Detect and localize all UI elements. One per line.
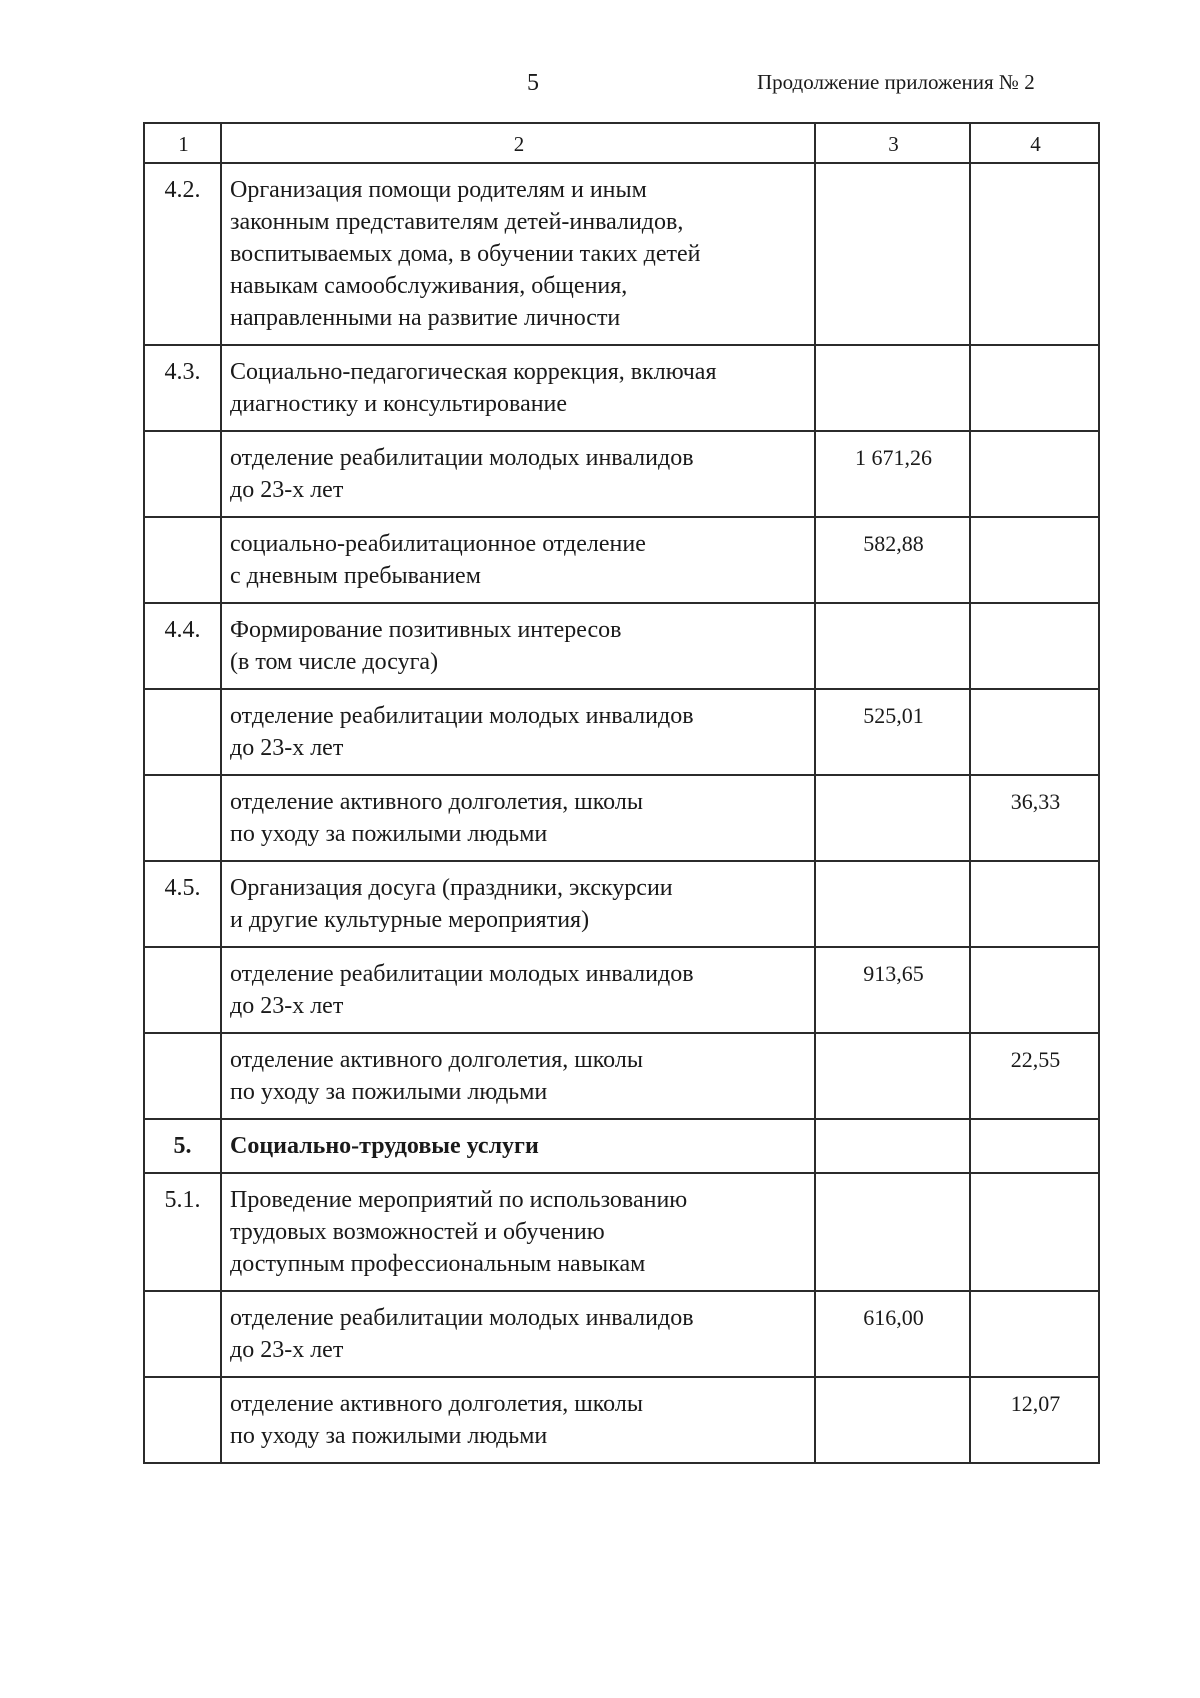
column-4-value (970, 517, 1099, 603)
column-3-value: 1 671,26 (815, 431, 970, 517)
service-name-cell (221, 1119, 815, 1173)
service-name-line: отделение активного долголетия, школы (230, 789, 643, 815)
table-row (144, 1033, 1099, 1119)
column-3-value (815, 1119, 970, 1173)
service-name-line: доступным профессиональным навыкам (230, 1251, 646, 1277)
table-body (144, 163, 1099, 1463)
service-name-line: по уходу за пожилыми людьми (230, 1423, 548, 1449)
column-3-value (815, 345, 970, 431)
table-row (144, 1119, 1099, 1173)
column-3-value (815, 1377, 970, 1463)
column-3-value (815, 775, 970, 861)
service-name-cell (221, 775, 815, 861)
service-name-line: социально-реабилитационное отделение (230, 531, 646, 557)
item-number-cell (144, 1377, 221, 1463)
column-4-value (970, 431, 1099, 517)
column-3-value (815, 163, 970, 345)
column-header-3: 3 (815, 123, 970, 163)
service-name-line: навыкам самообслуживания, общения, (230, 273, 628, 299)
service-name-cell (221, 1291, 815, 1377)
service-name-cell (221, 163, 815, 345)
item-number-cell: 5.1. (144, 1173, 221, 1291)
table-row (144, 431, 1099, 517)
continuation-note: Продолжение приложения № 2 (757, 70, 1035, 94)
service-name-line: по уходу за пожилыми людьми (230, 1079, 548, 1105)
service-name-line: отделение реабилитации молодых инвалидов (230, 445, 694, 471)
column-3-value: 913,65 (815, 947, 970, 1033)
column-4-value: 12,07 (970, 1377, 1099, 1463)
service-name-cell (221, 689, 815, 775)
service-name-cell (221, 1377, 815, 1463)
service-name-line: с дневным пребыванием (230, 563, 481, 589)
service-name-line: до 23-х лет (230, 1337, 344, 1363)
services-table (143, 122, 1100, 1464)
item-number-cell (144, 517, 221, 603)
service-name-line: до 23-х лет (230, 735, 344, 761)
column-3-value (815, 603, 970, 689)
service-name-cell (221, 431, 815, 517)
service-name-line: Социально-педагогическая коррекция, включая (230, 359, 717, 385)
item-number-cell (144, 1033, 221, 1119)
item-number-cell: 5. (144, 1119, 221, 1173)
column-4-value (970, 1173, 1099, 1291)
service-name-line: Формирование позитивных интересов (230, 617, 622, 643)
page-number: 5 (527, 70, 539, 96)
column-4-value: 22,55 (970, 1033, 1099, 1119)
column-3-value: 582,88 (815, 517, 970, 603)
service-name-cell (221, 603, 815, 689)
column-4-value (970, 1291, 1099, 1377)
column-header-4: 4 (970, 123, 1099, 163)
item-number-cell (144, 775, 221, 861)
service-name-cell (221, 1173, 815, 1291)
column-4-value: 36,33 (970, 775, 1099, 861)
service-name-line: законным представителям детей-инвалидов, (230, 209, 684, 235)
column-header-1: 1 (144, 123, 221, 163)
column-3-value (815, 1033, 970, 1119)
service-name-cell (221, 517, 815, 603)
table-row (144, 1377, 1099, 1463)
column-4-value (970, 861, 1099, 947)
item-number-cell (144, 947, 221, 1033)
service-name-line: отделение реабилитации молодых инвалидов (230, 1305, 694, 1331)
column-4-value (970, 689, 1099, 775)
service-name-line: диагностику и консультирование (230, 391, 568, 417)
service-name-line: до 23-х лет (230, 477, 344, 503)
column-3-value (815, 861, 970, 947)
service-name-cell (221, 1033, 815, 1119)
column-header-2: 2 (221, 123, 815, 163)
service-name-line: отделение реабилитации молодых инвалидов (230, 961, 694, 987)
item-number-cell: 4.4. (144, 603, 221, 689)
service-name-line: отделение активного долголетия, школы (230, 1047, 643, 1073)
table-row (144, 775, 1099, 861)
service-name-line: Организация досуга (праздники, экскурсии (230, 875, 673, 901)
service-name-line: Организация помощи родителям и иным (230, 177, 647, 203)
service-name-line: (в том числе досуга) (230, 649, 439, 675)
service-name-line: Проведение мероприятий по использованию (230, 1187, 688, 1213)
table-row (144, 1291, 1099, 1377)
service-name-line: Социально-трудовые услуги (230, 1133, 539, 1159)
item-number-cell (144, 1291, 221, 1377)
item-number-cell: 4.3. (144, 345, 221, 431)
service-name-cell (221, 947, 815, 1033)
service-name-line: отделение активного долголетия, школы (230, 1391, 643, 1417)
service-name-line: отделение реабилитации молодых инвалидов (230, 703, 694, 729)
table-row (144, 517, 1099, 603)
table-row (144, 163, 1099, 345)
column-4-value (970, 345, 1099, 431)
service-name-line: воспитываемых дома, в обучении таких детей (230, 241, 701, 267)
table-row (144, 689, 1099, 775)
service-name-line: по уходу за пожилыми людьми (230, 821, 548, 847)
service-name-line: и другие культурные мероприятия) (230, 907, 590, 933)
item-number-cell: 4.2. (144, 163, 221, 345)
service-name-line: трудовых возможностей и обучению (230, 1219, 605, 1245)
column-3-value: 616,00 (815, 1291, 970, 1377)
item-number-cell (144, 431, 221, 517)
column-4-value (970, 603, 1099, 689)
service-name-cell (221, 861, 815, 947)
table-row (144, 345, 1099, 431)
table-row (144, 861, 1099, 947)
column-4-value (970, 1119, 1099, 1173)
column-3-value: 525,01 (815, 689, 970, 775)
item-number-cell: 4.5. (144, 861, 221, 947)
service-name-cell (221, 345, 815, 431)
column-3-value (815, 1173, 970, 1291)
column-4-value (970, 163, 1099, 345)
table-row (144, 603, 1099, 689)
item-number-cell (144, 689, 221, 775)
column-4-value (970, 947, 1099, 1033)
table-row (144, 947, 1099, 1033)
table-row (144, 1173, 1099, 1291)
table-header-row (144, 123, 1099, 163)
service-name-line: до 23-х лет (230, 993, 344, 1019)
service-name-line: направленными на развитие личности (230, 305, 621, 331)
